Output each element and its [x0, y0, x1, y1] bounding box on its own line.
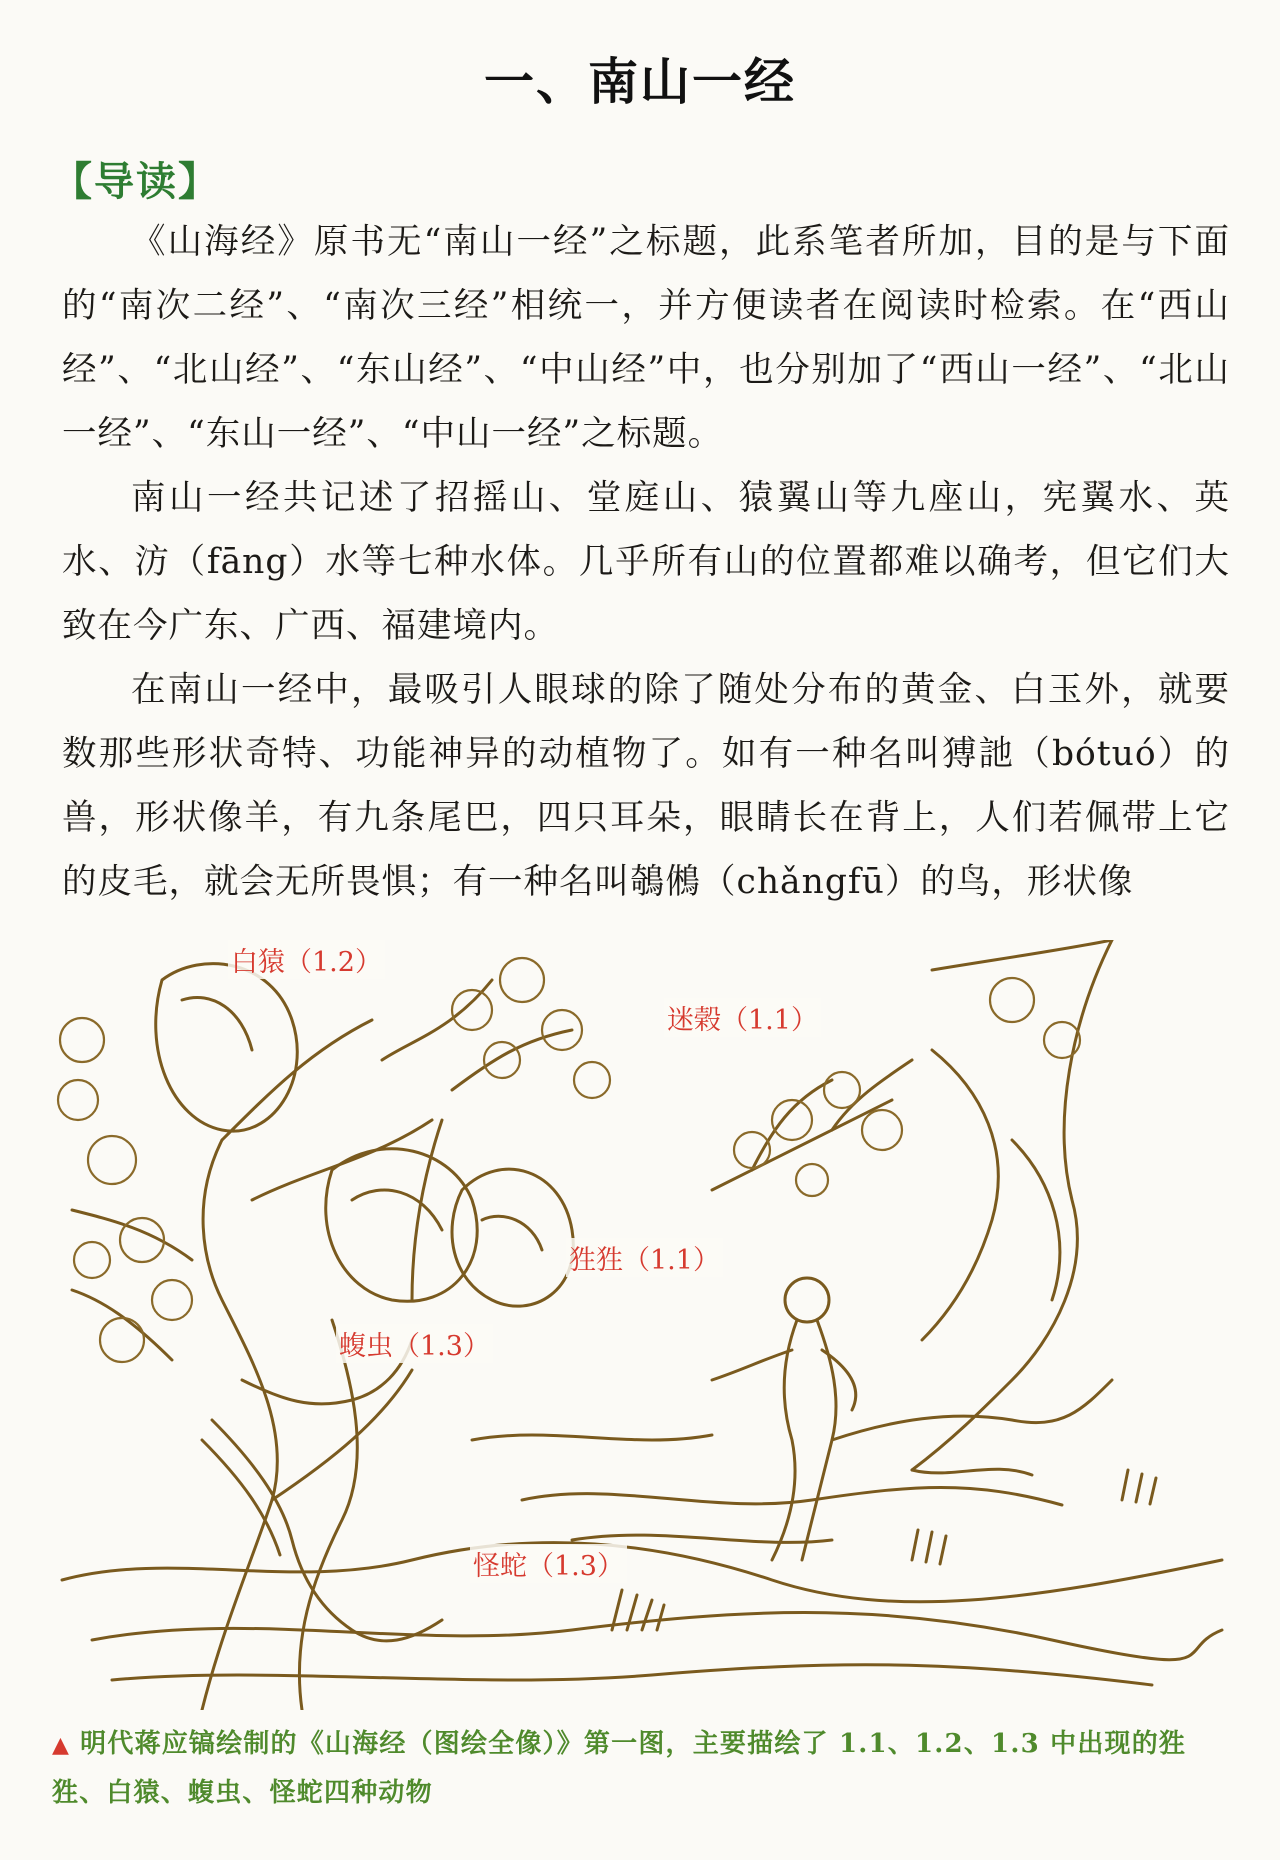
- label-xingxing: 狌狌（1.1）: [566, 1238, 723, 1277]
- illustration-drawing: [52, 940, 1232, 1710]
- chapter-title: 一、南山一经: [484, 53, 796, 111]
- triangle-marker-icon: ▲: [52, 1732, 71, 1758]
- caption-text: 明代蒋应镐绘制的《山海经（图绘全像）》第一图，主要描绘了 1.1、1.2、1.3 中出现的狌狌、白猿、蝮虫、怪蛇四种动物: [52, 1729, 1187, 1808]
- guide-reading-label: 【导读】: [52, 159, 220, 205]
- label-white-ape: 白猿（1.2）: [228, 940, 385, 979]
- label-fuchong: 蝮虫（1.3）: [336, 1324, 493, 1363]
- intro-text: [62, 210, 1230, 914]
- figure-caption: [52, 1720, 1232, 1817]
- label-guaishe: 怪蛇（1.3）: [470, 1544, 627, 1583]
- paragraph-2: 南山一经共记述了招摇山、堂庭山、猿翼山等九座山，宪翼水、英水、汸（fāng）水等七种水体。几乎所有山的位置都难以确考，但它们大致在今广东、广西、福建境内。: [62, 478, 1230, 646]
- paragraph-1: 《山海经》原书无“南山一经”之标题，此系笔者所加，目的是与下面的“南次二经”、“南次三经”相统一，并方便读者在阅读时检索。在“西山经”、“北山经”、“东山经”、“中山经”中，也分别加了“西山一经”、“北山一经”、“东山一经”、“中山一经”之标题。: [62, 222, 1230, 454]
- label-migu: 迷榖（1.1）: [664, 998, 821, 1037]
- paragraph-3: 在南山一经中，最吸引人眼球的除了随处分布的黄金、白玉外，就要数那些形状奇特、功能神异的动植物了。如有一种名叫猼訑（bótuó）的兽，形状像羊，有九条尾巴，四只耳朵，眼睛长在背上，人们若佩带上它的皮毛，就会无所畏惧；有一种名叫鵸鵂（chǎngfū）的鸟，形状像: [62, 670, 1230, 902]
- woodblock-illustration: [52, 940, 1232, 1710]
